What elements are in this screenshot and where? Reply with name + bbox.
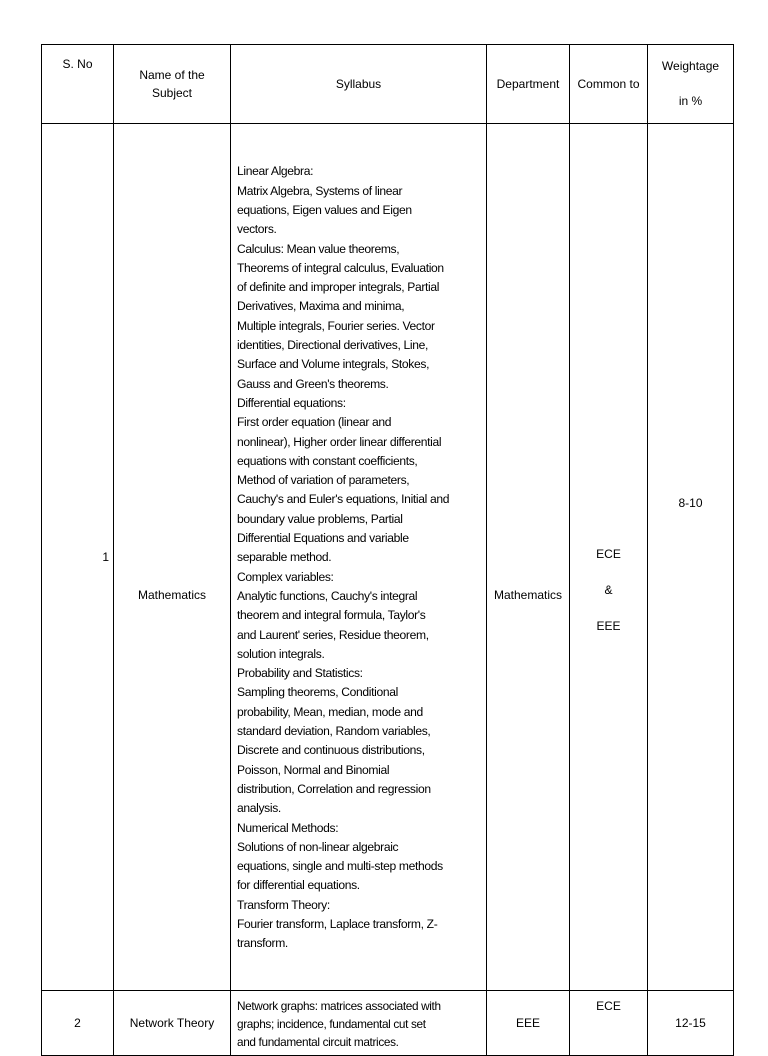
text-line: Discrete and continuous distributions, [237, 743, 425, 758]
table-row [42, 991, 734, 1056]
cell-sno: 1 [42, 124, 114, 991]
text-line: Numerical Methods: [237, 820, 339, 835]
header-weightage-line2: in % [678, 94, 703, 108]
text-line: for differential equations. [237, 878, 360, 893]
text-line: equations, single and multi-step methods [237, 859, 443, 874]
text-line: analysis. [237, 801, 281, 816]
text-line: vectors. [237, 222, 277, 237]
header-department: Department [487, 45, 570, 124]
text-line: Linear Algebra: [237, 164, 314, 179]
text-line: graphs; incidence, fundamental cut set [237, 1016, 426, 1031]
common-to-lines [570, 536, 647, 644]
text-line: identities, Directional derivatives, Line, [237, 338, 428, 353]
header-sno: S. No [42, 45, 114, 124]
header-weightage-line1: Weightage [661, 59, 720, 73]
cell-sno: 2 [42, 991, 114, 1056]
cell-department: EEE [487, 991, 570, 1056]
text-line: and Laurent' series, Residue theorem, [237, 627, 429, 642]
cell-weightage: 12-15 [648, 991, 734, 1056]
text-line: Network graphs: matrices associated with [237, 998, 441, 1013]
header-subject-name-text: Name of the Subject [139, 68, 205, 100]
text-line: solution integrals. [237, 646, 325, 661]
text-line: Derivatives, Maxima and minima, [237, 299, 405, 314]
cell-common-to [570, 124, 648, 991]
text-line: Fourier transform, Laplace transform, Z- [237, 916, 438, 931]
syllabus-table [41, 44, 734, 1056]
syllabus-lines [237, 162, 482, 953]
text-line: & [604, 582, 613, 597]
text-line: Complex variables: [237, 569, 334, 584]
text-line: transform. [237, 936, 288, 951]
text-line: Differential Equations and variable [237, 531, 409, 546]
text-line: Sampling theorems, Conditional [237, 685, 398, 700]
text-line: Theorems of integral calculus, Evaluation [237, 260, 444, 275]
text-line: equations with constant coefficients, [237, 453, 418, 468]
header-syllabus: Syllabus [231, 45, 487, 124]
text-line: and fundamental circuit matrices. [237, 1034, 399, 1049]
text-line: boundary value problems, Partial [237, 511, 403, 526]
text-line: Analytic functions, Cauchy's integral [237, 588, 418, 603]
cell-weightage [648, 124, 734, 991]
common-to-lines [570, 999, 647, 1013]
text-line: First order equation (linear and [237, 415, 392, 430]
text-line: Probability and Statistics: [237, 666, 363, 681]
text-line: nonlinear), Higher order linear differential [237, 434, 442, 449]
text-line: Surface and Volume integrals, Stokes, [237, 357, 430, 372]
cell-subject-name: Network Theory [114, 991, 231, 1056]
text-line: distribution, Correlation and regression [237, 781, 431, 796]
header-subject-name [114, 45, 231, 124]
cell-subject-name: Mathematics [114, 124, 231, 991]
text-line: theorem and integral formula, Taylor's [237, 608, 426, 623]
weightage-value: 8-10 [678, 496, 703, 510]
text-line: EEE [596, 618, 621, 633]
header-row [42, 45, 734, 124]
table-row [42, 124, 734, 991]
text-line: Calculus: Mean value theorems, [237, 241, 400, 256]
text-line: Multiple integrals, Fourier series. Vector [237, 318, 435, 333]
cell-common-to [570, 991, 648, 1056]
text-line: equations, Eigen values and Eigen [237, 203, 412, 217]
text-line: separable method. [237, 550, 332, 565]
text-line: probability, Mean, median, mode and [237, 704, 423, 719]
text-line: Transform Theory: [237, 897, 330, 912]
header-common-to: Common to [570, 45, 648, 124]
text-line: standard deviation, Random variables, [237, 724, 431, 739]
cell-department: Mathematics [487, 124, 570, 991]
text-line: Solutions of non-linear algebraic [237, 839, 399, 854]
text-line: Poisson, Normal and Binomial [237, 762, 390, 777]
cell-syllabus [231, 991, 487, 1056]
text-line: Gauss and Green's theorems. [237, 376, 389, 391]
header-weightage [648, 45, 734, 124]
text-line: Method of variation of parameters, [237, 473, 410, 488]
text-line: Cauchy's and Euler's equations, Initial and [237, 492, 450, 507]
text-line: Differential equations: [237, 395, 346, 410]
cell-syllabus [231, 124, 487, 991]
text-line: Matrix Algebra, Systems of linear [237, 183, 403, 198]
text-line: ECE [596, 546, 621, 561]
text-line: of definite and improper integrals, Partial [237, 280, 440, 295]
text-line: ECE [596, 999, 621, 1013]
